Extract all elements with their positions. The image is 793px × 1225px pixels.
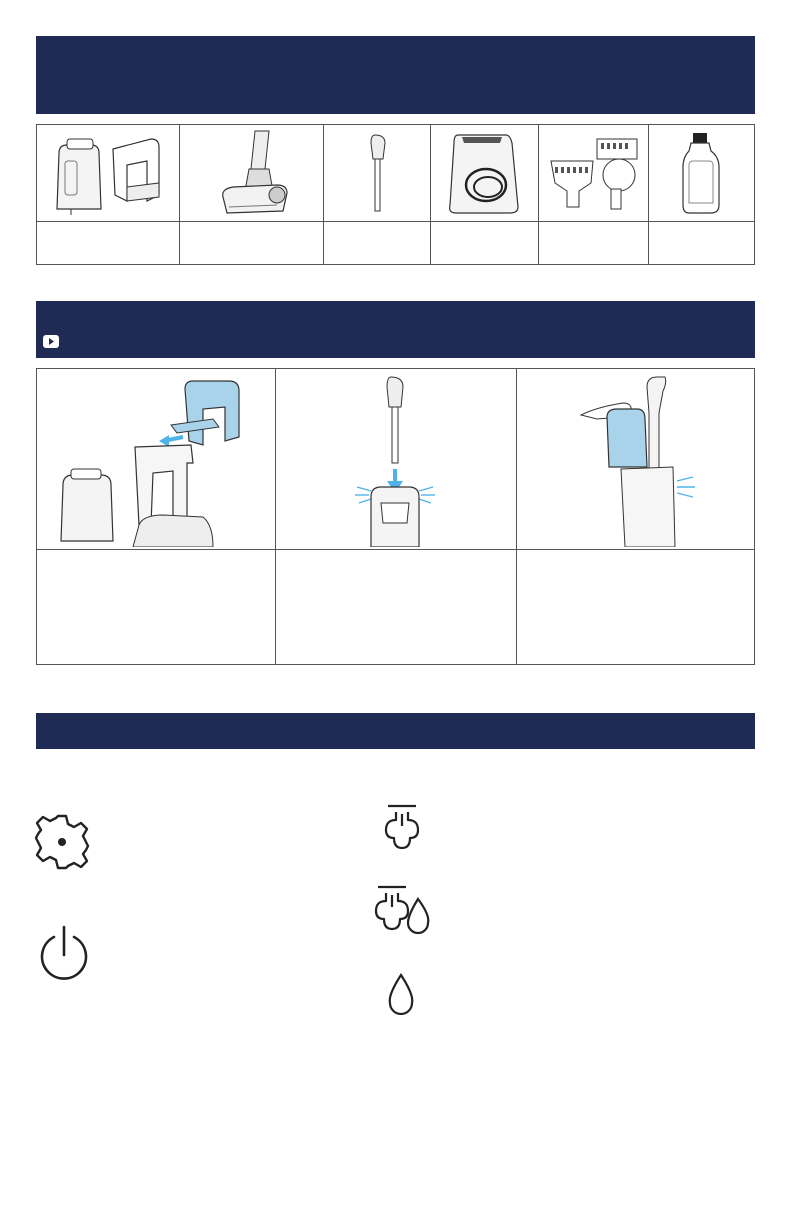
tools-icon xyxy=(547,131,643,217)
power-icon xyxy=(36,925,92,985)
formula-bottle-icon xyxy=(681,131,721,215)
handle-icon xyxy=(363,133,393,215)
contents-banner xyxy=(36,36,755,114)
gear-icon xyxy=(32,812,92,872)
play-icon[interactable] xyxy=(43,335,59,348)
attach-tray-illustration xyxy=(53,375,273,547)
insert-handle-illustration xyxy=(337,373,457,547)
suction-icon xyxy=(382,804,422,856)
suction-drop-icon xyxy=(370,885,434,937)
assembly-table xyxy=(36,368,755,665)
upright-cleaner-icon xyxy=(217,129,297,219)
assembly-banner xyxy=(36,301,755,358)
controls-banner xyxy=(36,713,755,749)
seat-tank-illustration xyxy=(577,373,747,547)
hose-bag-icon xyxy=(444,129,524,217)
tank-and-tray-icon xyxy=(47,131,171,217)
contents-table xyxy=(36,124,755,265)
water-drop-icon xyxy=(388,973,414,1015)
